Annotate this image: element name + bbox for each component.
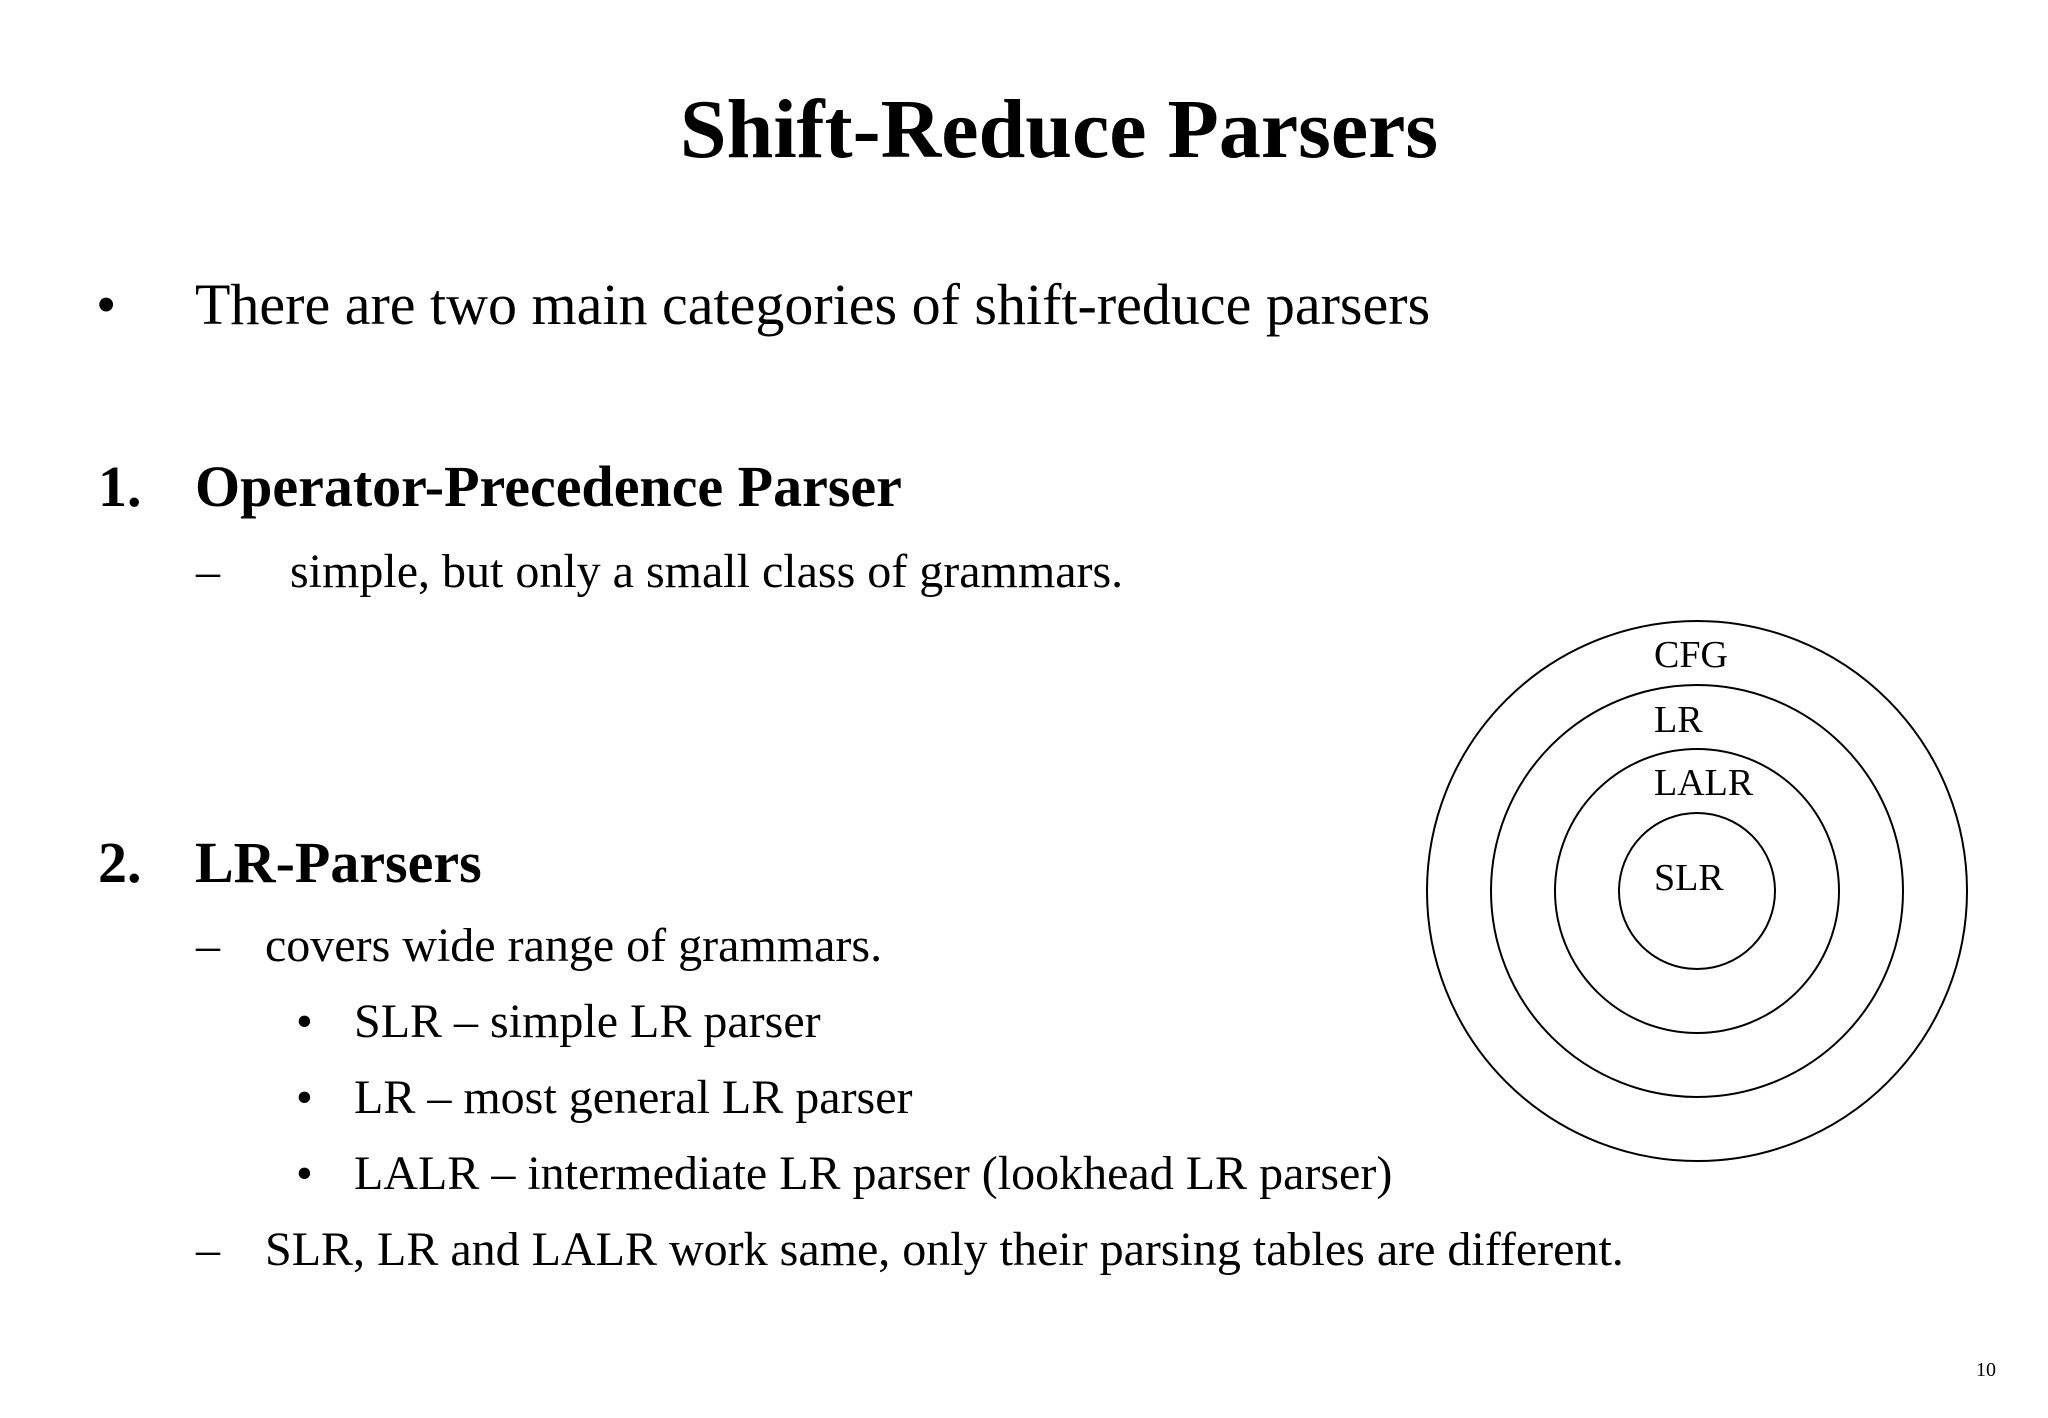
- slr-label: SLR: [1654, 857, 1724, 899]
- sub-bullet: •: [296, 1147, 313, 1200]
- section-2-heading: LR-Parsers: [195, 830, 482, 895]
- lalr-label: LALR: [1654, 762, 1754, 804]
- sub-bullet: •: [296, 995, 313, 1048]
- intro-bullet: •: [96, 272, 117, 337]
- sub-item-lalr: LALR – intermediate LR parser (lookhead LR parser): [354, 1147, 1393, 1200]
- slide-title: Shift-Reduce Parsers: [679, 83, 1439, 176]
- intro-text: There are two main categories of shift-reduce parsers: [195, 272, 1431, 337]
- section-1-heading: Operator-Precedence Parser: [195, 454, 902, 519]
- section-1-detail: simple, but only a small class of grammars.: [290, 545, 1124, 598]
- section-2-number: 2.: [98, 830, 142, 895]
- sub-item-lr: LR – most general LR parser: [354, 1071, 913, 1124]
- closing-dash: –: [196, 1223, 220, 1276]
- section-2-detail: covers wide range of grammars.: [265, 919, 883, 972]
- section-2-dash: –: [196, 919, 220, 972]
- section-1-dash: –: [196, 545, 220, 598]
- page-number: 10: [1976, 1359, 1996, 1381]
- cfg-label: CFG: [1654, 634, 1728, 676]
- closing-text: SLR, LR and LALR work same, only their parsing tables are different.: [265, 1223, 1624, 1276]
- sub-bullet: •: [296, 1071, 313, 1124]
- section-1-number: 1.: [98, 454, 142, 519]
- grammar-class-diagram: [1410, 610, 1990, 1190]
- sub-item-slr: SLR – simple LR parser: [354, 995, 821, 1048]
- lr-label: LR: [1654, 699, 1703, 741]
